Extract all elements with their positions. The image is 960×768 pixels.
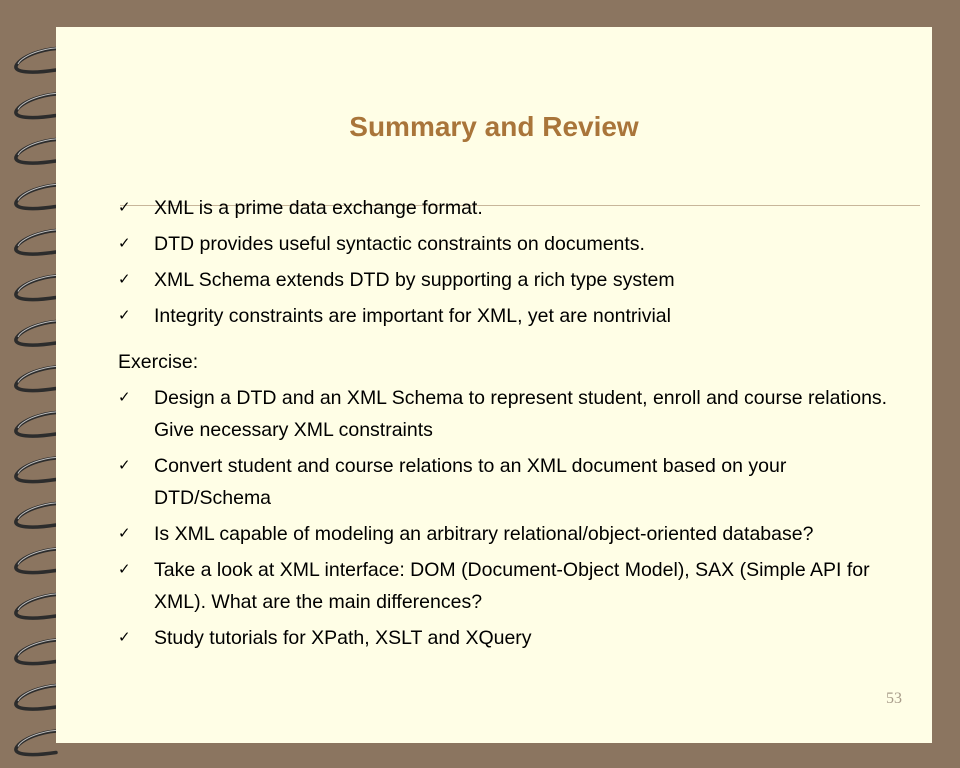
checkmark-icon: ✓	[118, 561, 131, 578]
exercise-heading: Exercise:	[118, 351, 199, 373]
checkmark-icon: ✓	[118, 199, 131, 216]
checkmark-icon: ✓	[118, 457, 131, 474]
summary-item-text: DTD provides useful syntactic constraints on documents.	[154, 233, 645, 255]
checkmark-icon: ✓	[118, 271, 131, 288]
checkmark-icon: ✓	[118, 389, 131, 406]
list-item	[118, 518, 908, 550]
slide-content	[118, 192, 908, 658]
list-item	[118, 622, 908, 654]
exercise-item-text: Is XML capable of modeling an arbitrary relational/object-oriented database?	[154, 523, 814, 545]
slide-title: Summary and Review	[349, 111, 639, 142]
checkmark-icon: ✓	[118, 629, 131, 646]
summary-item-text: XML is a prime data exchange format.	[154, 197, 483, 219]
list-item	[118, 192, 908, 224]
exercise-item-text: Study tutorials for XPath, XSLT and XQuery	[154, 627, 532, 649]
checkmark-icon: ✓	[118, 307, 131, 324]
summary-list	[118, 192, 908, 332]
checkmark-icon: ✓	[118, 235, 131, 252]
list-item	[118, 450, 908, 514]
list-item	[118, 300, 908, 332]
checkmark-icon: ✓	[118, 525, 131, 542]
list-item	[118, 228, 908, 260]
list-item	[118, 554, 908, 618]
exercise-list	[118, 382, 908, 654]
summary-item-text: XML Schema extends DTD by supporting a rich type system	[154, 269, 675, 291]
exercise-item-text: Take a look at XML interface: DOM (Document-Object Model), SAX (Simple API for XML). What are the main differences?	[154, 559, 870, 613]
page-number: 53	[886, 690, 902, 707]
exercise-item-text: Design a DTD and an XML Schema to represent student, enroll and course relations. Give necessary XML constraints	[154, 387, 888, 441]
exercise-item-text: Convert student and course relations to an XML document based on your DTD/Schema	[154, 455, 787, 509]
list-item	[118, 264, 908, 296]
list-item	[118, 382, 908, 446]
summary-item-text: Integrity constraints are important for XML, yet are nontrivial	[154, 305, 671, 327]
